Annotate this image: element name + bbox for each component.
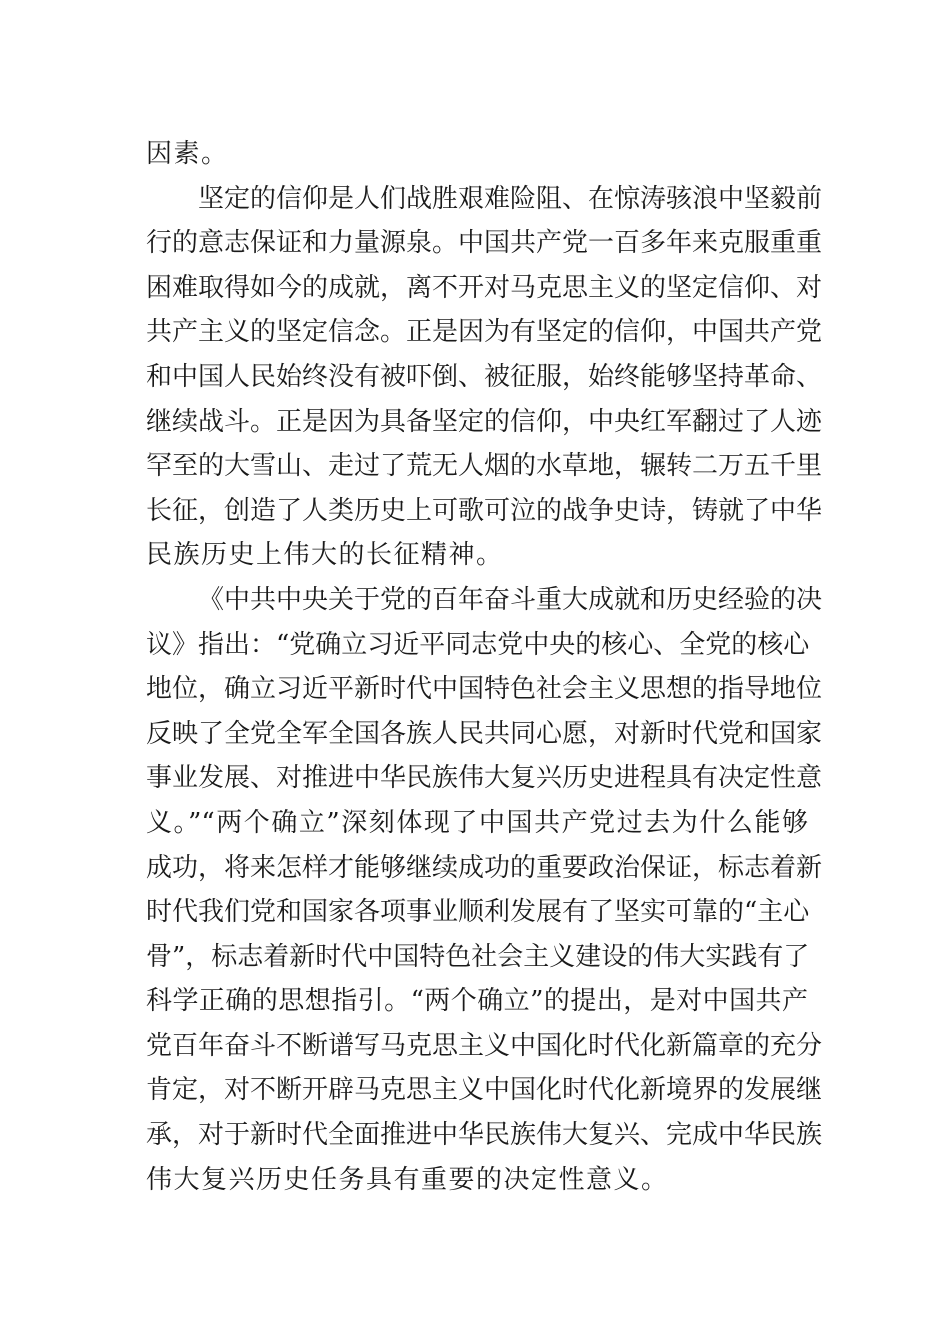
text-line: 行的意志保证和力量源泉。中国共产党一百多年来克服重重 (146, 228, 823, 259)
body-text (146, 132, 823, 1202)
text-line: 科学正确的思想指引。“两个确立”的提出，是对中国共产 (146, 986, 808, 1017)
paragraph-first-line: 坚定的信仰是人们战胜艰难险阻、在惊涛骇浪中坚毅前 (198, 183, 823, 214)
text-line: 和中国人民始终没有被吓倒、被征服，始终能够坚持革命、 (146, 361, 823, 392)
text-line: 困难取得如今的成就，离不开对马克思主义的坚定信仰、对 (146, 272, 823, 303)
paragraph-last-line: 民族历史上伟大的长征精神。 (146, 540, 504, 571)
text-line: 共产主义的坚定信念。正是因为有坚定的信仰，中国共产党 (146, 317, 823, 348)
text-line: 承，对于新时代全面推进中华民族伟大复兴、完成中华民族 (146, 1120, 823, 1151)
text-line: 继续战斗。正是因为具备坚定的信仰，中央红军翻过了人迹 (146, 406, 823, 437)
text-line: 义。”“两个确立”深刻体现了中国共产党过去为什么能够 (146, 807, 808, 838)
text-line: 因素。 (146, 139, 229, 169)
paragraph-last-line: 伟大复兴历史任务具有重要的决定性意义。 (146, 1164, 669, 1195)
text-line: 长征，创造了人类历史上可歌可泣的战争史诗，铸就了中华 (146, 495, 823, 526)
text-line: 肯定，对不断开辟马克思主义中国化时代化新境界的发展继 (146, 1075, 823, 1106)
text-line: 成功，将来怎样才能够继续成功的重要政治保证，标志着新 (146, 852, 823, 883)
text-line: 议》指出：“党确立习近平同志党中央的核心、全党的核心 (146, 629, 810, 660)
text-line: 事业发展、对推进中华民族伟大复兴历史进程具有决定性意 (146, 763, 823, 794)
text-line: 党百年奋斗不断谱写马克思主义中国化时代化新篇章的充分 (146, 1030, 823, 1061)
paragraph-first-line: 《中共中央关于党的百年奋斗重大成就和历史经验的决 (198, 584, 823, 615)
text-line: 罕至的大雪山、走过了荒无人烟的水草地，辗转二万五千里 (146, 451, 823, 482)
text-line: 时代我们党和国家各项事业顺利发展有了坚实可靠的“主心 (146, 897, 810, 928)
text-line: 地位，确立习近平新时代中国特色社会主义思想的指导地位 (146, 674, 823, 705)
text-line: 反映了全党全军全国各族人民共同心愿，对新时代党和国家 (146, 718, 823, 749)
text-line: 骨”，标志着新时代中国特色社会主义建设的伟大实践有了 (146, 941, 810, 972)
